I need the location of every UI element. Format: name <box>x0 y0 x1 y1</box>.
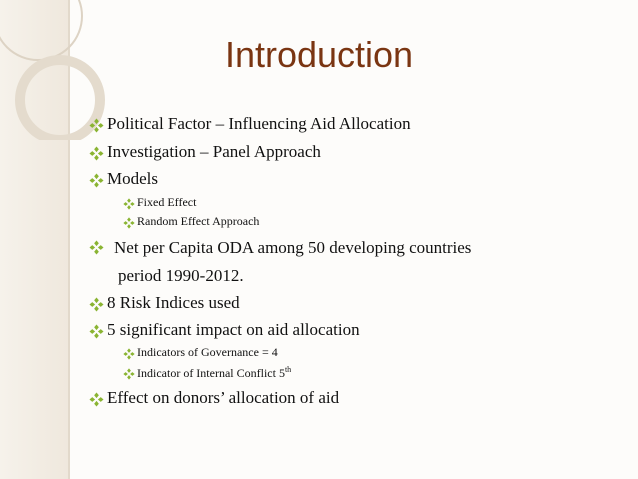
diamond-bullet-icon <box>89 297 104 317</box>
sub-bullet-item: Fixed Effect <box>0 194 638 220</box>
sub-bullet-item: Indicators of Governance = 4 <box>0 344 638 370</box>
sub-bullet-item: Indicator of Internal Conflict 5th <box>0 364 638 390</box>
bullet-item: Models <box>0 167 638 193</box>
diamond-bullet-icon <box>89 392 104 412</box>
diamond-bullet-icon <box>89 173 104 193</box>
diamond-bullet-icon <box>89 118 104 138</box>
bullet-continuation: period 1990-2012. <box>118 266 244 285</box>
bullet-item: Political Factor – Influencing Aid Allocation <box>0 112 638 138</box>
bullet-item: Investigation – Panel Approach <box>0 140 638 166</box>
bullet-item: 5 significant impact on aid allocation <box>0 318 638 344</box>
diamond-bullet-icon <box>123 347 135 365</box>
slide-title: Introduction <box>224 34 414 75</box>
sub-bullet-item: Random Effect Approach <box>0 213 638 239</box>
bullet-item: Effect on donors’ allocation of aid <box>0 386 638 412</box>
diamond-bullet-icon <box>89 240 104 260</box>
diamond-bullet-icon <box>123 367 135 385</box>
bullet-item: Net per Capita ODA among 50 developing countries <box>0 236 638 262</box>
diamond-bullet-icon <box>89 146 104 166</box>
diamond-bullet-icon <box>89 324 104 344</box>
bullet-item: 8 Risk Indices used <box>0 291 638 317</box>
diamond-bullet-icon <box>123 216 135 234</box>
